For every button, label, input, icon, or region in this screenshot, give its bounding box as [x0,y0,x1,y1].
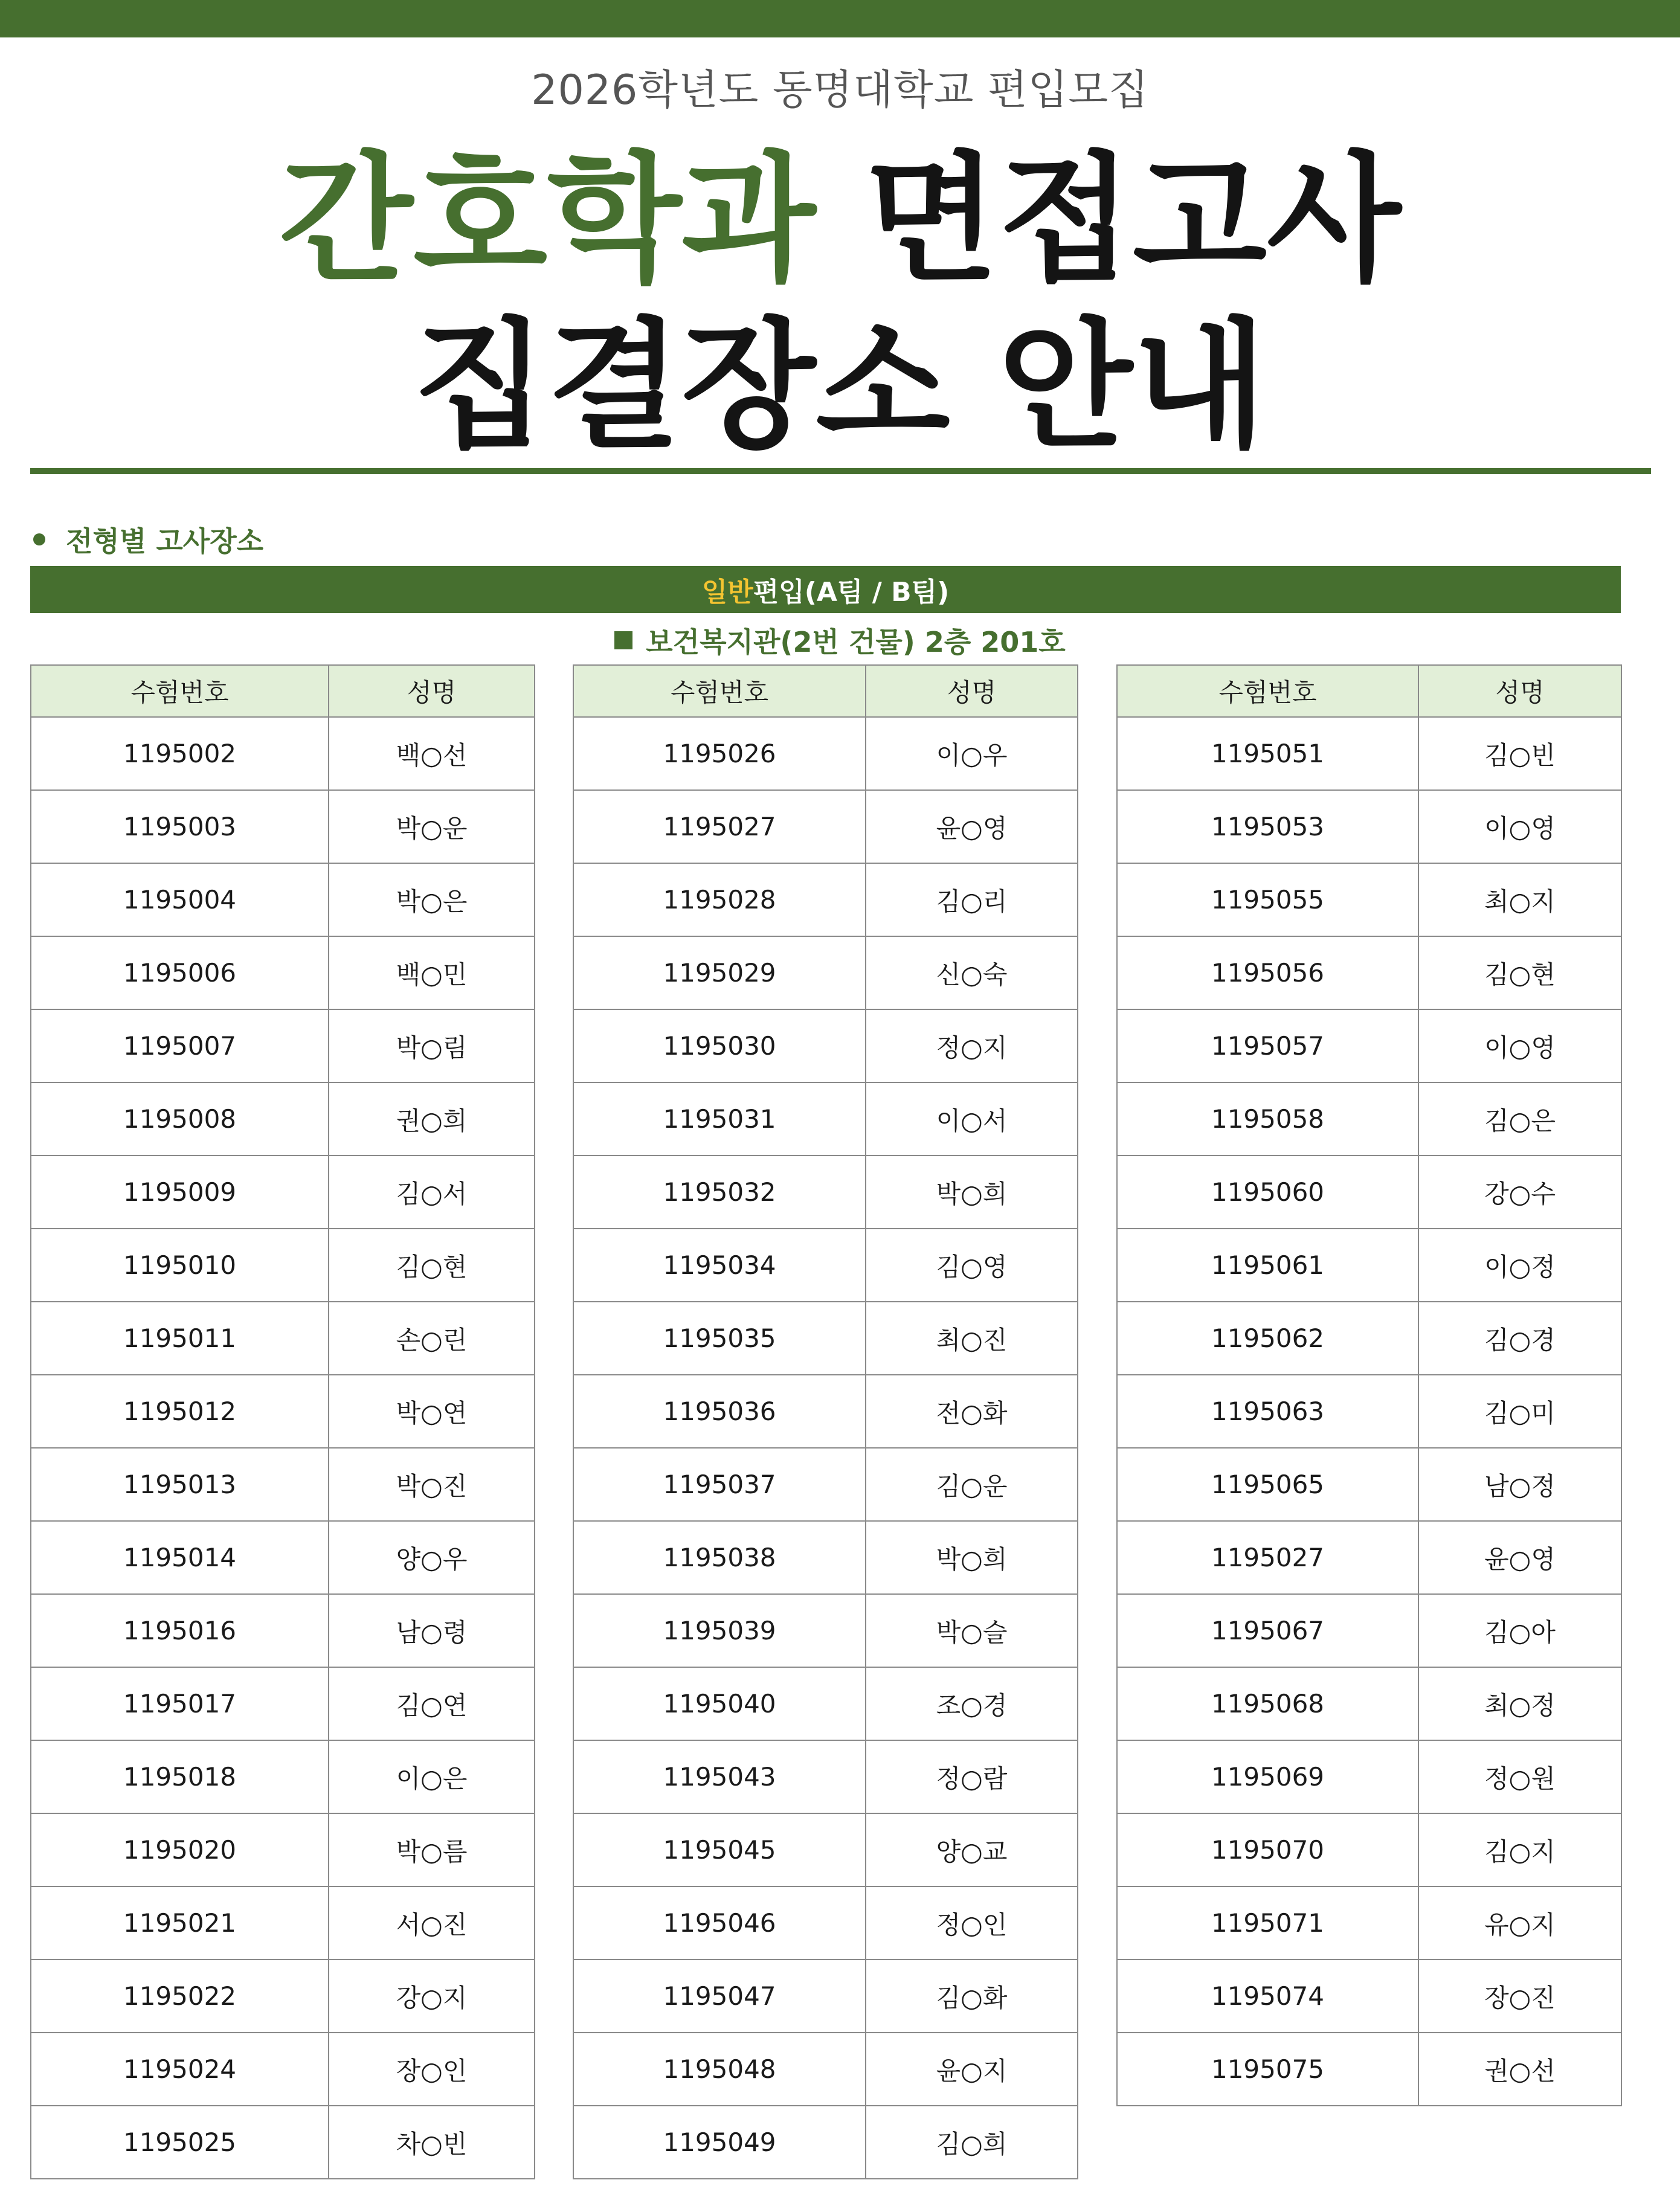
exam-number-cell: 1195018 [31,1740,329,1813]
name-cell: 남○령 [329,1594,535,1667]
exam-number-cell: 1195070 [1117,1813,1418,1886]
name-cell: 김○미 [1418,1375,1621,1448]
name-cell: 김○영 [866,1229,1078,1302]
exam-number-cell: 1195029 [573,936,866,1009]
table-row [573,717,1078,790]
table-row [1117,1375,1621,1448]
table-row [573,1886,1078,1960]
exam-number-cell: 1195075 [1117,2033,1418,2106]
name-cell: 이○우 [866,717,1078,790]
name-cell: 김○희 [866,2106,1078,2179]
table-row [573,1960,1078,2033]
table-row [31,1886,535,1960]
roster-table-3 [1116,664,1622,2106]
table-header-row [573,665,1078,717]
table-row [1117,2033,1621,2106]
name-cell: 김○서 [329,1156,535,1229]
exam-number-cell: 1195022 [31,1960,329,2033]
name-cell: 김○현 [329,1229,535,1302]
exam-number-cell: 1195031 [573,1082,866,1156]
exam-number-cell: 1195016 [31,1594,329,1667]
table-row [1117,1886,1621,1960]
exam-number-cell: 1195014 [31,1521,329,1594]
table-row [573,936,1078,1009]
table-row [573,1740,1078,1813]
exam-number-cell: 1195051 [1117,717,1418,790]
name-cell: 김○현 [1418,936,1621,1009]
table-row [31,1302,535,1375]
name-cell: 백○선 [329,717,535,790]
name-cell: 최○진 [866,1302,1078,1375]
name-cell: 정○원 [1418,1740,1621,1813]
exam-number-cell: 1195035 [573,1302,866,1375]
name-cell: 박○희 [866,1521,1078,1594]
table-row [573,863,1078,936]
table-row [31,1521,535,1594]
name-cell: 김○리 [866,863,1078,936]
exam-number-cell: 1195034 [573,1229,866,1302]
name-cell: 김○아 [1418,1594,1621,1667]
name-cell: 박○연 [329,1375,535,1448]
exam-number-cell: 1195047 [573,1960,866,2033]
title-divider [30,468,1651,474]
exam-number-cell: 1195062 [1117,1302,1418,1375]
name-cell: 이○서 [866,1082,1078,1156]
table-row [31,936,535,1009]
name-cell: 윤○지 [866,2033,1078,2106]
table-row [573,1156,1078,1229]
exam-number-cell: 1195038 [573,1521,866,1594]
name-cell: 박○름 [329,1813,535,1886]
title-exam: 면접고사 [864,140,1402,301]
exam-number-cell: 1195020 [31,1813,329,1886]
exam-number-cell: 1195021 [31,1886,329,1960]
name-cell: 윤○영 [1418,1521,1621,1594]
exam-number-cell: 1195063 [1117,1375,1418,1448]
table-row [1117,1740,1621,1813]
exam-number-cell: 1195045 [573,1813,866,1886]
page-title-line2: 집결장소 안내 [413,306,1267,467]
table-row [1117,1302,1621,1375]
exam-number-cell: 1195013 [31,1448,329,1521]
table-row [31,717,535,790]
name-cell: 박○림 [329,1009,535,1082]
exam-number-cell: 1195008 [31,1082,329,1156]
page-subtitle: 2026학년도 동명대학교 편입모집 [531,66,1149,114]
table-row [1117,936,1621,1009]
name-cell: 김○화 [866,1960,1078,2033]
exam-number-cell: 1195004 [31,863,329,936]
name-cell: 김○빈 [1418,717,1621,790]
name-cell: 윤○영 [866,790,1078,863]
table-row [1117,1960,1621,2033]
exam-number-cell: 1195067 [1117,1594,1418,1667]
table-row [1117,790,1621,863]
table-row [573,1082,1078,1156]
category-banner [30,566,1621,613]
table-row [1117,1082,1621,1156]
table-row [573,1302,1078,1375]
exam-number-cell: 1195007 [31,1009,329,1082]
section-heading-text: 전형별 고사장소 [66,525,264,558]
name-cell: 손○린 [329,1302,535,1375]
name-cell: 장○인 [329,2033,535,2106]
name-cell: 김○운 [866,1448,1078,1521]
exam-number-cell: 1195057 [1117,1009,1418,1082]
column-header-id: 수험번호 [573,665,866,717]
table-row [573,1009,1078,1082]
exam-number-cell: 1195003 [31,790,329,863]
exam-number-cell: 1195017 [31,1667,329,1740]
exam-number-cell: 1195039 [573,1594,866,1667]
name-cell: 박○진 [329,1448,535,1521]
exam-number-cell: 1195025 [31,2106,329,2179]
table-row [573,1521,1078,1594]
name-cell: 양○우 [329,1521,535,1594]
exam-number-cell: 1195071 [1117,1886,1418,1960]
table-row [1117,1229,1621,1302]
page-title-line1 [0,140,1680,301]
table-row [31,2033,535,2106]
exam-number-cell: 1195049 [573,2106,866,2179]
exam-number-cell: 1195010 [31,1229,329,1302]
exam-number-cell: 1195032 [573,1156,866,1229]
name-cell: 신○숙 [866,936,1078,1009]
name-cell: 양○교 [866,1813,1078,1886]
table-row [1117,1813,1621,1886]
table-header-row [31,665,535,717]
table-row [573,790,1078,863]
table-row [31,1594,535,1667]
name-cell: 이○영 [1418,1009,1621,1082]
title-department: 간호학과 [278,140,816,301]
table-row [31,790,535,863]
name-cell: 정○인 [866,1886,1078,1960]
exam-number-cell: 1195037 [573,1448,866,1521]
table-row [31,1229,535,1302]
table-row [31,1960,535,2033]
exam-location-text: 보건복지관(2번 건물) 2층 201호 [646,626,1066,658]
name-cell: 서○진 [329,1886,535,1960]
name-cell: 김○연 [329,1667,535,1740]
exam-number-cell: 1195058 [1117,1082,1418,1156]
name-cell: 김○은 [1418,1082,1621,1156]
category-text: 편입(A팀 / B팀) [753,577,950,608]
table-row [1117,1594,1621,1667]
column-header-name: 성명 [1418,665,1621,717]
table-row [31,1156,535,1229]
name-cell: 이○영 [1418,790,1621,863]
table-row [573,1448,1078,1521]
table-header-row [1117,665,1621,717]
name-cell: 유○지 [1418,1886,1621,1960]
exam-number-cell: 1195012 [31,1375,329,1448]
table-row [1117,1009,1621,1082]
exam-location [0,622,1680,658]
name-cell: 남○정 [1418,1448,1621,1521]
name-cell: 전○화 [866,1375,1078,1448]
name-cell: 박○운 [329,790,535,863]
name-cell: 정○람 [866,1740,1078,1813]
exam-number-cell: 1195009 [31,1156,329,1229]
table-row [573,2106,1078,2179]
table-row [1117,863,1621,936]
name-cell: 강○수 [1418,1156,1621,1229]
table-row [1117,717,1621,790]
section-heading [33,519,263,559]
exam-number-cell: 1195060 [1117,1156,1418,1229]
table-row [1117,1156,1621,1229]
table-row [1117,1521,1621,1594]
name-cell: 강○지 [329,1960,535,2033]
exam-number-cell: 1195068 [1117,1667,1418,1740]
table-row [31,1667,535,1740]
table-row [1117,1667,1621,1740]
name-cell: 권○선 [1418,2033,1621,2106]
exam-number-cell: 1195061 [1117,1229,1418,1302]
table-row [31,1813,535,1886]
exam-number-cell: 1195002 [31,717,329,790]
roster-table-1 [30,664,535,2179]
name-cell: 권○희 [329,1082,535,1156]
exam-number-cell: 1195046 [573,1886,866,1960]
name-cell: 차○빈 [329,2106,535,2179]
name-cell: 김○지 [1418,1813,1621,1886]
name-cell: 장○진 [1418,1960,1621,2033]
exam-number-cell: 1195069 [1117,1740,1418,1813]
table-row [573,1229,1078,1302]
exam-number-cell: 1195074 [1117,1960,1418,2033]
exam-number-cell: 1195055 [1117,863,1418,936]
table-row [573,1375,1078,1448]
name-cell: 정○지 [866,1009,1078,1082]
name-cell: 최○지 [1418,863,1621,936]
column-header-id: 수험번호 [31,665,329,717]
table-row [573,1813,1078,1886]
name-cell: 김○경 [1418,1302,1621,1375]
exam-number-cell: 1195026 [573,717,866,790]
exam-number-cell: 1195065 [1117,1448,1418,1521]
column-header-name: 성명 [866,665,1078,717]
exam-number-cell: 1195036 [573,1375,866,1448]
name-cell: 박○슬 [866,1594,1078,1667]
table-row [573,1594,1078,1667]
table-row [31,1082,535,1156]
exam-number-cell: 1195030 [573,1009,866,1082]
exam-number-cell: 1195027 [1117,1521,1418,1594]
exam-number-cell: 1195027 [573,790,866,863]
square-bullet-icon [614,631,632,649]
name-cell: 최○정 [1418,1667,1621,1740]
column-header-name: 성명 [329,665,535,717]
table-row [31,863,535,936]
exam-number-cell: 1195043 [573,1740,866,1813]
table-row [31,1009,535,1082]
exam-number-cell: 1195056 [1117,936,1418,1009]
table-row [573,1667,1078,1740]
table-row [31,2106,535,2179]
table-row [31,1448,535,1521]
bullet-icon [33,533,45,545]
exam-number-cell: 1195006 [31,936,329,1009]
table-row [1117,1448,1621,1521]
name-cell: 박○희 [866,1156,1078,1229]
exam-number-cell: 1195048 [573,2033,866,2106]
table-row [31,1740,535,1813]
exam-number-cell: 1195024 [31,2033,329,2106]
table-row [573,2033,1078,2106]
table-row [31,1375,535,1448]
top-accent-bar [0,0,1680,37]
column-header-id: 수험번호 [1117,665,1418,717]
exam-number-cell: 1195011 [31,1302,329,1375]
roster-table-2 [573,664,1078,2179]
exam-number-cell: 1195028 [573,863,866,936]
category-highlight: 일반 [701,577,753,608]
name-cell: 백○민 [329,936,535,1009]
name-cell: 조○경 [866,1667,1078,1740]
exam-number-cell: 1195040 [573,1667,866,1740]
name-cell: 이○정 [1418,1229,1621,1302]
name-cell: 이○은 [329,1740,535,1813]
name-cell: 박○은 [329,863,535,936]
exam-number-cell: 1195053 [1117,790,1418,863]
